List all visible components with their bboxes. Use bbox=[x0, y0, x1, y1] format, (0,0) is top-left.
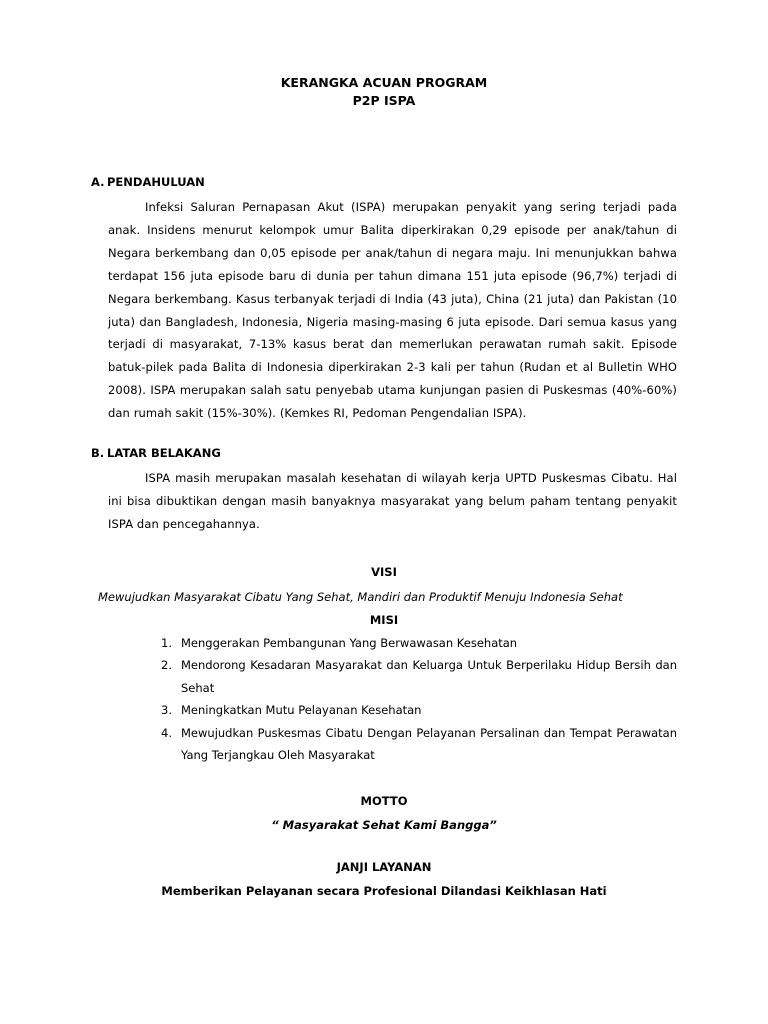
motto-text: “ Masyarakat Sehat Kami Bangga” bbox=[271, 817, 497, 832]
section-a-number: A. bbox=[91, 175, 105, 189]
misi-item bbox=[161, 632, 677, 655]
janji-text: Memberikan Pelayanan secara Profesional Dilandasi Keikhlasan Hati bbox=[161, 883, 607, 898]
section-b-paragraph: ISPA masih merupakan masalah kesehatan di wilayah kerja UPTD Puskesmas Cibatu. Hal ini bisa dibuktikan dengan masih banyaknya masyarakat yang belum paham tentang penyakit ISPA dan pencegahannya. bbox=[108, 471, 677, 531]
misi-item bbox=[161, 654, 677, 699]
section-b-number: B. bbox=[91, 446, 105, 461]
misi-item-text: Mendorong Kesadaran Masyarakat dan Keluarga Untuk Berperilaku Hidup Bersih dan Sehat bbox=[181, 658, 677, 695]
misi-item-number: 4. bbox=[161, 725, 172, 740]
visi-heading: VISI bbox=[371, 564, 397, 579]
misi-item bbox=[161, 722, 677, 767]
misi-item-text: Meningkatkan Mutu Pelayanan Kesehatan bbox=[181, 703, 422, 718]
misi-item-number: 2. bbox=[161, 658, 172, 673]
misi-item-number: 1. bbox=[161, 635, 172, 650]
motto-heading: MOTTO bbox=[360, 793, 408, 808]
misi-item-number: 3. bbox=[161, 703, 172, 718]
title-line-2: P2P ISPA bbox=[352, 93, 416, 108]
misi-item-text: Menggerakan Pembangunan Yang Berwawasan Kesehatan bbox=[181, 635, 518, 650]
document-title bbox=[91, 74, 677, 110]
section-a-heading bbox=[91, 174, 677, 190]
misi-item bbox=[161, 699, 677, 722]
misi-list bbox=[91, 632, 677, 767]
misi-heading: MISI bbox=[369, 612, 399, 627]
section-b-title: LATAR BELAKANG bbox=[107, 446, 221, 461]
misi-item-text: Mewujudkan Puskesmas Cibatu Dengan Pelayanan Persalinan dan Tempat Perawatan Yang Terjangkau Oleh Masyarakat bbox=[181, 725, 677, 763]
section-a-title: PENDAHULUAN bbox=[107, 175, 205, 189]
janji-heading: JANJI LAYANAN bbox=[336, 859, 432, 874]
section-a-paragraph: Infeksi Saluran Pernapasan Akut (ISPA) merupakan penyakit yang sering terjadi pada anak. Insidens menurut kelompok umur Balita diperkirakan 0,29 episode per anak/tahun di Negara berkembang dan 0,05 episode per anak/tahun di negara maju. Ini menunjukkan bahwa terdapat 156 juta episode baru di dunia per tahun dimana 151 juta episode (96,7%) terjadi di Negara berkembang. Kasus terbanyak terjadi di India (43 juta), China (21 juta) dan Pakistan (10 juta) dan Bangladesh, Indonesia, Nigeria masing-masing 6 juta episode. Dari semua kasus yang terjadi di masyarakat, 7-13% kasus berat dan memerlukan perawatan rumah sakit. Episode batuk-pilek pada Balita di Indonesia diperkirakan 2-3 kali per tahun (Rudan et al Bulletin WHO 2008). ISPA merupakan salah satu penyebab utama kunjungan pasien di Puskesmas (40%-60%) dan rumah sakit (15%-30%). (Kemkes RI, Pedoman Pengendalian ISPA). bbox=[108, 200, 677, 421]
section-b-heading bbox=[91, 445, 677, 461]
visi-text: Mewujudkan Masyarakat Cibatu Yang Sehat, Mandiri dan Produktif Menuju Indonesia Sehat bbox=[98, 589, 623, 604]
title-line-1: KERANGKA ACUAN PROGRAM bbox=[280, 75, 488, 90]
